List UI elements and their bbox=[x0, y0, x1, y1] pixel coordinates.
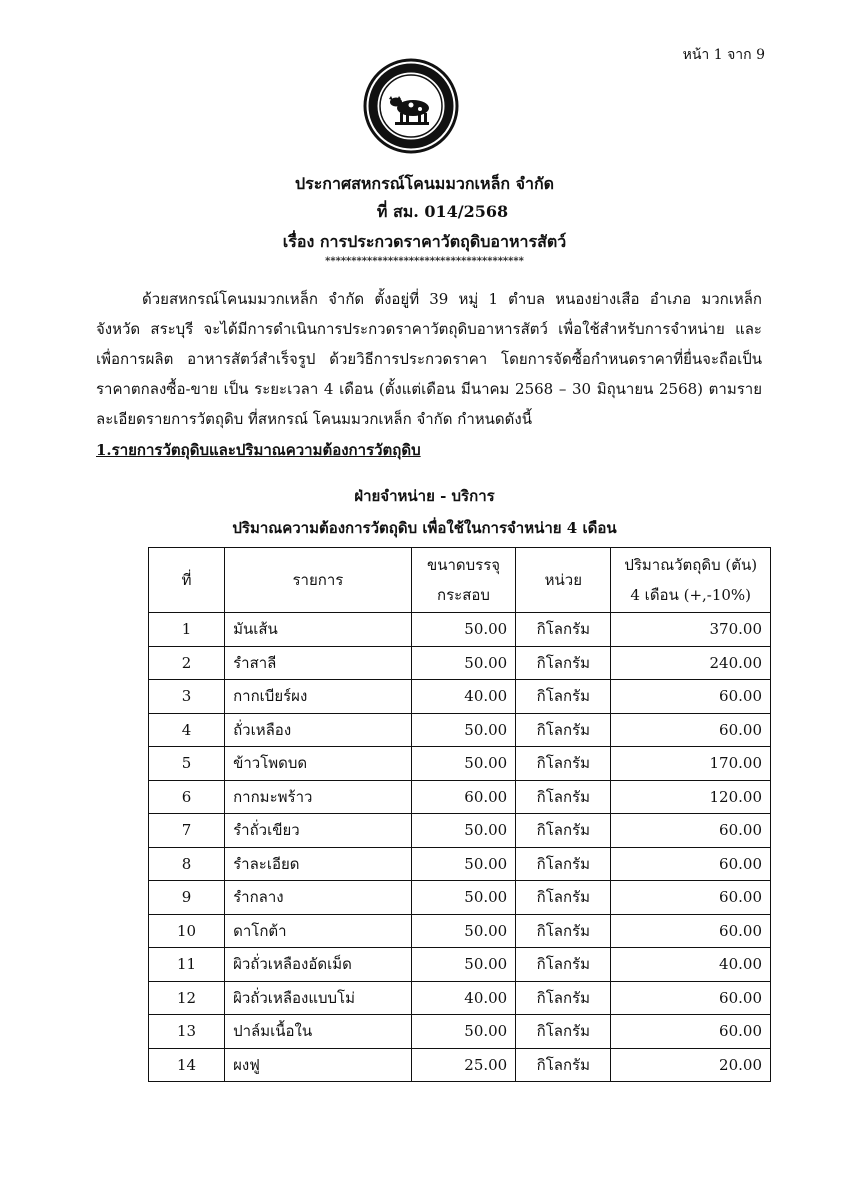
cell-item: กากมะพร้าว bbox=[225, 780, 412, 814]
cell-qty: 60.00 bbox=[611, 814, 771, 848]
announcement-subject: เรื่อง การประกวดราคาวัตถุดิบอาหารสัตว์ bbox=[282, 232, 567, 251]
cell-size: 50.00 bbox=[411, 646, 515, 680]
cell-size: 50.00 bbox=[411, 713, 515, 747]
cell-size: 50.00 bbox=[411, 948, 515, 982]
cell-no: 8 bbox=[149, 847, 225, 881]
announcement-body-text: ด้วยสหกรณ์โคนมมวกเหล็ก จำกัด ตั้งอยู่ที่ 39 หมู่ 1 ตำบล หนองย่างเสือ อำเภอ มวกเหล็ก จังหวัด สระบุรี จะได้มีการดำเนินการประกวดราคาวัตถุดิบอาหารสัตว์ เพื่อใช้สำหรับการจำหน่าย และเพื่อการผลิต อาหารสัตว์สำเร็จรูป ด้วยวิธีการประกวดราคา โดยการจัดซื้อกำหนดราคาที่ยื่นจะถือเป็นราคาตกลงซื้อ-ขาย เป็น ระยะเวลา 4 เดือน (ตั้งแต่เดือน มีนาคม 2568 – 30 มิถุนายน 2568) ตามรายละเอียดรายการวัตถุดิบ ที่สหกรณ์ โคนมมวกเหล็ก จำกัด กำหนดดังนี้ bbox=[96, 290, 762, 428]
cell-size: 60.00 bbox=[411, 780, 515, 814]
cell-item: มันเส้น bbox=[225, 613, 412, 647]
cell-qty: 60.00 bbox=[611, 1015, 771, 1049]
cell-no: 6 bbox=[149, 780, 225, 814]
table-caption-description: ปริมาณความต้องการวัตถุดิบ เพื่อใช้ในการจำหน่าย 4 เดือน bbox=[232, 519, 617, 537]
table-row bbox=[149, 814, 771, 848]
cell-unit: กิโลกรัม bbox=[516, 747, 611, 781]
cell-unit: กิโลกรัม bbox=[516, 914, 611, 948]
cell-item: รำละเอียด bbox=[225, 847, 412, 881]
cell-unit: กิโลกรัม bbox=[516, 948, 611, 982]
table-caption-department: ฝ่ายจำหน่าย - บริการ bbox=[354, 487, 495, 505]
cell-no: 12 bbox=[149, 981, 225, 1015]
announcement-number: ที่ สม. 014/2568 bbox=[376, 202, 509, 221]
header-unit: หน่วย bbox=[516, 548, 611, 613]
cell-no: 3 bbox=[149, 680, 225, 714]
cell-qty: 60.00 bbox=[611, 847, 771, 881]
cell-size: 25.00 bbox=[411, 1048, 515, 1082]
cell-item: ผงฟู bbox=[225, 1048, 412, 1082]
table-row bbox=[149, 914, 771, 948]
cell-size: 50.00 bbox=[411, 847, 515, 881]
cell-qty: 240.00 bbox=[611, 646, 771, 680]
cell-qty: 40.00 bbox=[611, 948, 771, 982]
cell-size: 50.00 bbox=[411, 1015, 515, 1049]
table-row bbox=[149, 847, 771, 881]
cell-size: 50.00 bbox=[411, 613, 515, 647]
table-header-row bbox=[149, 548, 771, 613]
cell-qty: 370.00 bbox=[611, 613, 771, 647]
cell-item: รำสาลี bbox=[225, 646, 412, 680]
table-row bbox=[149, 680, 771, 714]
cell-size: 50.00 bbox=[411, 747, 515, 781]
cell-no: 14 bbox=[149, 1048, 225, 1082]
cell-no: 11 bbox=[149, 948, 225, 982]
cell-item: กากเบียร์ผง bbox=[225, 680, 412, 714]
cell-size: 50.00 bbox=[411, 881, 515, 915]
cooperative-seal-logo bbox=[363, 58, 459, 154]
cell-size: 50.00 bbox=[411, 914, 515, 948]
cell-no: 13 bbox=[149, 1015, 225, 1049]
cell-no: 2 bbox=[149, 646, 225, 680]
header-size-line1: ขนาดบรรจุ bbox=[426, 556, 501, 574]
section-title: 1.รายการวัตถุดิบและปริมาณความต้องการวัตถุดิบ bbox=[96, 441, 421, 459]
cell-unit: กิโลกรัม bbox=[516, 680, 611, 714]
cell-no: 9 bbox=[149, 881, 225, 915]
table-row bbox=[149, 1048, 771, 1082]
cell-qty: 60.00 bbox=[611, 680, 771, 714]
cell-qty: 170.00 bbox=[611, 747, 771, 781]
cell-unit: กิโลกรัม bbox=[516, 814, 611, 848]
cell-unit: กิโลกรัม bbox=[516, 981, 611, 1015]
table-row bbox=[149, 747, 771, 781]
materials-table bbox=[148, 547, 771, 1082]
cell-item: ปาล์มเนื้อใน bbox=[225, 1015, 412, 1049]
cell-no: 7 bbox=[149, 814, 225, 848]
cell-item: ผิวถั่วเหลืองแบบโม่ bbox=[225, 981, 412, 1015]
cell-no: 5 bbox=[149, 747, 225, 781]
cell-unit: กิโลกรัม bbox=[516, 713, 611, 747]
cell-no: 4 bbox=[149, 713, 225, 747]
cell-qty: 20.00 bbox=[611, 1048, 771, 1082]
table-row bbox=[149, 613, 771, 647]
cell-unit: กิโลกรัม bbox=[516, 1015, 611, 1049]
table-row bbox=[149, 780, 771, 814]
cell-size: 40.00 bbox=[411, 981, 515, 1015]
header-size-line2: กระสอบ bbox=[437, 586, 490, 604]
table-row bbox=[149, 646, 771, 680]
cell-qty: 60.00 bbox=[611, 914, 771, 948]
header-no: ที่ bbox=[149, 548, 225, 613]
cell-item: ดาโกต้า bbox=[225, 914, 412, 948]
announcement-body bbox=[96, 284, 762, 434]
table-row bbox=[149, 713, 771, 747]
cell-qty: 60.00 bbox=[611, 713, 771, 747]
cell-no: 10 bbox=[149, 914, 225, 948]
cell-size: 50.00 bbox=[411, 814, 515, 848]
cell-item: ผิวถั่วเหลืองอัดเม็ด bbox=[225, 948, 412, 982]
cell-no: 1 bbox=[149, 613, 225, 647]
page-number: หน้า 1 จาก 9 bbox=[682, 47, 765, 63]
cell-unit: กิโลกรัม bbox=[516, 1048, 611, 1082]
header-qty bbox=[611, 548, 771, 613]
cell-item: รำถั่วเขียว bbox=[225, 814, 412, 848]
header-qty-line2: 4 เดือน (+,-10%) bbox=[630, 586, 752, 604]
cell-qty: 120.00 bbox=[611, 780, 771, 814]
cell-unit: กิโลกรัม bbox=[516, 646, 611, 680]
cell-item: ข้าวโพดบด bbox=[225, 747, 412, 781]
cell-size: 40.00 bbox=[411, 680, 515, 714]
table-row bbox=[149, 881, 771, 915]
announcement-title: ประกาศสหกรณ์โคนมมวกเหล็ก จำกัด bbox=[294, 174, 555, 193]
separator-line: ************************************** bbox=[325, 256, 524, 267]
cell-qty: 60.00 bbox=[611, 881, 771, 915]
header-item: รายการ bbox=[225, 548, 412, 613]
table-row bbox=[149, 948, 771, 982]
cell-qty: 60.00 bbox=[611, 981, 771, 1015]
cell-item: รำกลาง bbox=[225, 881, 412, 915]
table-row bbox=[149, 1015, 771, 1049]
header-qty-line1: ปริมาณวัตถุดิบ (ตัน) bbox=[624, 556, 758, 574]
table-row bbox=[149, 981, 771, 1015]
cell-item: ถั่วเหลือง bbox=[225, 713, 412, 747]
cell-unit: กิโลกรัม bbox=[516, 881, 611, 915]
cell-unit: กิโลกรัม bbox=[516, 780, 611, 814]
cell-unit: กิโลกรัม bbox=[516, 613, 611, 647]
cell-unit: กิโลกรัม bbox=[516, 847, 611, 881]
header-size bbox=[411, 548, 515, 613]
